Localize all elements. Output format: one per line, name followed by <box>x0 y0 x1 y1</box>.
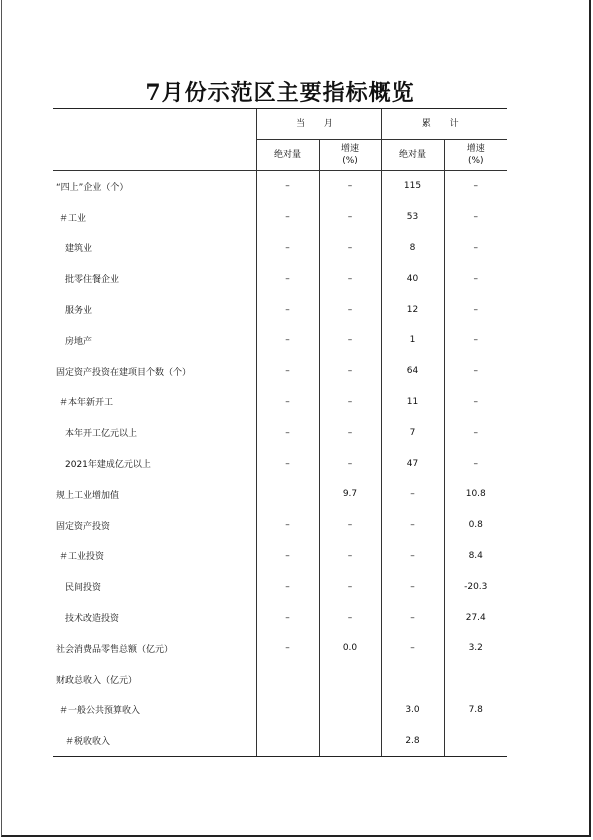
cumulative-absolute-cell: 47 <box>381 448 444 479</box>
month-absolute-cell: – <box>256 263 319 294</box>
cumulative-growth-cell: 27.4 <box>444 602 507 633</box>
growth-header-line2: (%) <box>467 156 484 166</box>
cumulative-growth-cell: – <box>444 233 507 264</box>
cumulative-absolute-header: 绝对量 <box>381 140 444 171</box>
month-growth-cell <box>319 695 381 726</box>
cumulative-growth-cell: -20.3 <box>444 571 507 602</box>
month-absolute-cell: – <box>256 510 319 541</box>
table-row <box>53 664 507 695</box>
cumulative-growth-cell: 3.2 <box>444 633 507 664</box>
cumulative-growth-cell: – <box>444 448 507 479</box>
month-growth-cell: – <box>319 325 381 356</box>
row-label: ＃一般公共预算收入 <box>59 706 141 717</box>
cumulative-absolute-cell: 64 <box>381 356 444 387</box>
table-row <box>53 571 507 602</box>
table-row <box>53 602 507 633</box>
cumulative-growth-cell: 8.4 <box>444 541 507 572</box>
row-label: ＃工业投资 <box>59 552 105 563</box>
cumulative-growth-cell: – <box>444 294 507 325</box>
month-absolute-cell: – <box>256 325 319 356</box>
cumulative-absolute-cell: 40 <box>381 263 444 294</box>
cumulative-growth-cell <box>444 725 507 756</box>
cumulative-absolute-cell: – <box>381 602 444 633</box>
month-growth-cell: – <box>319 541 381 572</box>
cumulative-growth-cell: 0.8 <box>444 510 507 541</box>
month-growth-cell: – <box>319 417 381 448</box>
month-growth-cell <box>319 725 381 756</box>
row-label: 建筑业 <box>65 244 93 255</box>
month-growth-cell: – <box>319 356 381 387</box>
month-absolute-header: 绝对量 <box>256 140 319 171</box>
table-row <box>53 633 507 664</box>
cumulative-growth-cell: – <box>444 356 507 387</box>
table-row <box>53 294 507 325</box>
table-body <box>53 171 507 757</box>
month-growth-cell: 9.7 <box>319 479 381 510</box>
row-label: 服务业 <box>65 306 93 317</box>
cumulative-growth-cell: – <box>444 387 507 418</box>
table-row <box>53 510 507 541</box>
month-absolute-cell <box>256 479 319 510</box>
cumulative-absolute-cell: 1 <box>381 325 444 356</box>
cumulative-absolute-cell: 115 <box>381 171 444 202</box>
month-absolute-cell: – <box>256 417 319 448</box>
cumulative-group-header: 累 计 <box>381 109 507 140</box>
month-absolute-cell <box>256 695 319 726</box>
month-absolute-cell: – <box>256 448 319 479</box>
indicator-table <box>53 108 507 757</box>
month-growth-cell: – <box>319 294 381 325</box>
cumulative-absolute-cell: 53 <box>381 202 444 233</box>
row-label: 固定资产投资 <box>56 521 111 532</box>
month-absolute-cell: – <box>256 633 319 664</box>
row-label: 社会消费品零售总额（亿元） <box>56 644 174 655</box>
cumulative-absolute-cell <box>381 664 444 695</box>
month-absolute-cell: – <box>256 202 319 233</box>
month-growth-cell: – <box>319 202 381 233</box>
cumulative-absolute-cell: 2.8 <box>381 725 444 756</box>
cumulative-growth-cell: – <box>444 325 507 356</box>
row-label: 财政总收入（亿元） <box>56 675 138 686</box>
row-label: 技术改造投资 <box>65 614 120 625</box>
month-growth-header <box>319 140 381 171</box>
cumulative-growth-cell <box>444 664 507 695</box>
cumulative-absolute-cell: – <box>381 633 444 664</box>
table-row <box>53 417 507 448</box>
cumulative-growth-cell: – <box>444 171 507 202</box>
month-absolute-cell: – <box>256 356 319 387</box>
cumulative-growth-cell: 10.8 <box>444 479 507 510</box>
month-absolute-cell: – <box>256 602 319 633</box>
row-label: 民间投资 <box>65 583 102 594</box>
cumulative-growth-cell: 7.8 <box>444 695 507 726</box>
indicator-column-header <box>53 109 256 171</box>
row-label: ＃工业 <box>59 213 87 224</box>
row-label: 规上工业增加值 <box>56 490 120 501</box>
month-group-header: 当 月 <box>256 109 381 140</box>
cumulative-absolute-cell: – <box>381 510 444 541</box>
month-absolute-cell: – <box>256 294 319 325</box>
table-row <box>53 233 507 264</box>
table-row <box>53 263 507 294</box>
cumulative-absolute-cell: 12 <box>381 294 444 325</box>
table-row <box>53 541 507 572</box>
table-row <box>53 356 507 387</box>
row-label: 本年开工亿元以上 <box>65 429 138 440</box>
month-growth-cell: – <box>319 171 381 202</box>
table-row <box>53 202 507 233</box>
month-growth-cell: 0.0 <box>319 633 381 664</box>
month-growth-cell: – <box>319 602 381 633</box>
month-growth-cell: – <box>319 448 381 479</box>
month-growth-cell: – <box>319 233 381 264</box>
table-row <box>53 695 507 726</box>
cumulative-absolute-cell: – <box>381 541 444 572</box>
month-absolute-cell <box>256 725 319 756</box>
month-absolute-cell: – <box>256 233 319 264</box>
row-label: 批零住餐企业 <box>65 275 120 286</box>
row-label: 2021年建成亿元以上 <box>65 460 151 471</box>
month-absolute-cell: – <box>256 571 319 602</box>
month-absolute-cell <box>256 664 319 695</box>
month-absolute-cell: – <box>256 541 319 572</box>
cumulative-absolute-cell: 3.0 <box>381 695 444 726</box>
month-absolute-cell: – <box>256 387 319 418</box>
month-growth-cell <box>319 664 381 695</box>
cumulative-growth-cell: – <box>444 417 507 448</box>
cumulative-absolute-cell: – <box>381 479 444 510</box>
cumulative-absolute-cell: 7 <box>381 417 444 448</box>
row-label: 固定资产投资在建项目个数（个） <box>56 367 192 378</box>
month-growth-cell: – <box>319 387 381 418</box>
month-growth-cell: – <box>319 263 381 294</box>
month-growth-cell: – <box>319 571 381 602</box>
growth-header-line1: 增速 <box>466 144 485 154</box>
growth-header-line1: 增速 <box>340 144 359 154</box>
month-absolute-cell: – <box>256 171 319 202</box>
month-growth-cell: – <box>319 510 381 541</box>
row-label: ＃本年新开工 <box>59 398 114 409</box>
page-title: 7月份示范区主要指标概览 <box>145 80 415 106</box>
cumulative-absolute-cell: 11 <box>381 387 444 418</box>
cumulative-absolute-cell: – <box>381 571 444 602</box>
table-row <box>53 387 507 418</box>
table-row <box>53 325 507 356</box>
cumulative-growth-cell: – <box>444 263 507 294</box>
cumulative-growth-cell: – <box>444 202 507 233</box>
growth-header-line2: (%) <box>342 156 358 166</box>
table-row <box>53 479 507 510</box>
cumulative-absolute-cell: 8 <box>381 233 444 264</box>
row-label: 房地产 <box>65 336 93 347</box>
table-row <box>53 725 507 756</box>
row-label: ＃税收收入 <box>53 725 256 756</box>
row-label: “四上”企业（个） <box>56 182 129 193</box>
table-row <box>53 448 507 479</box>
table-row <box>53 171 507 202</box>
cumulative-growth-header <box>444 140 507 171</box>
